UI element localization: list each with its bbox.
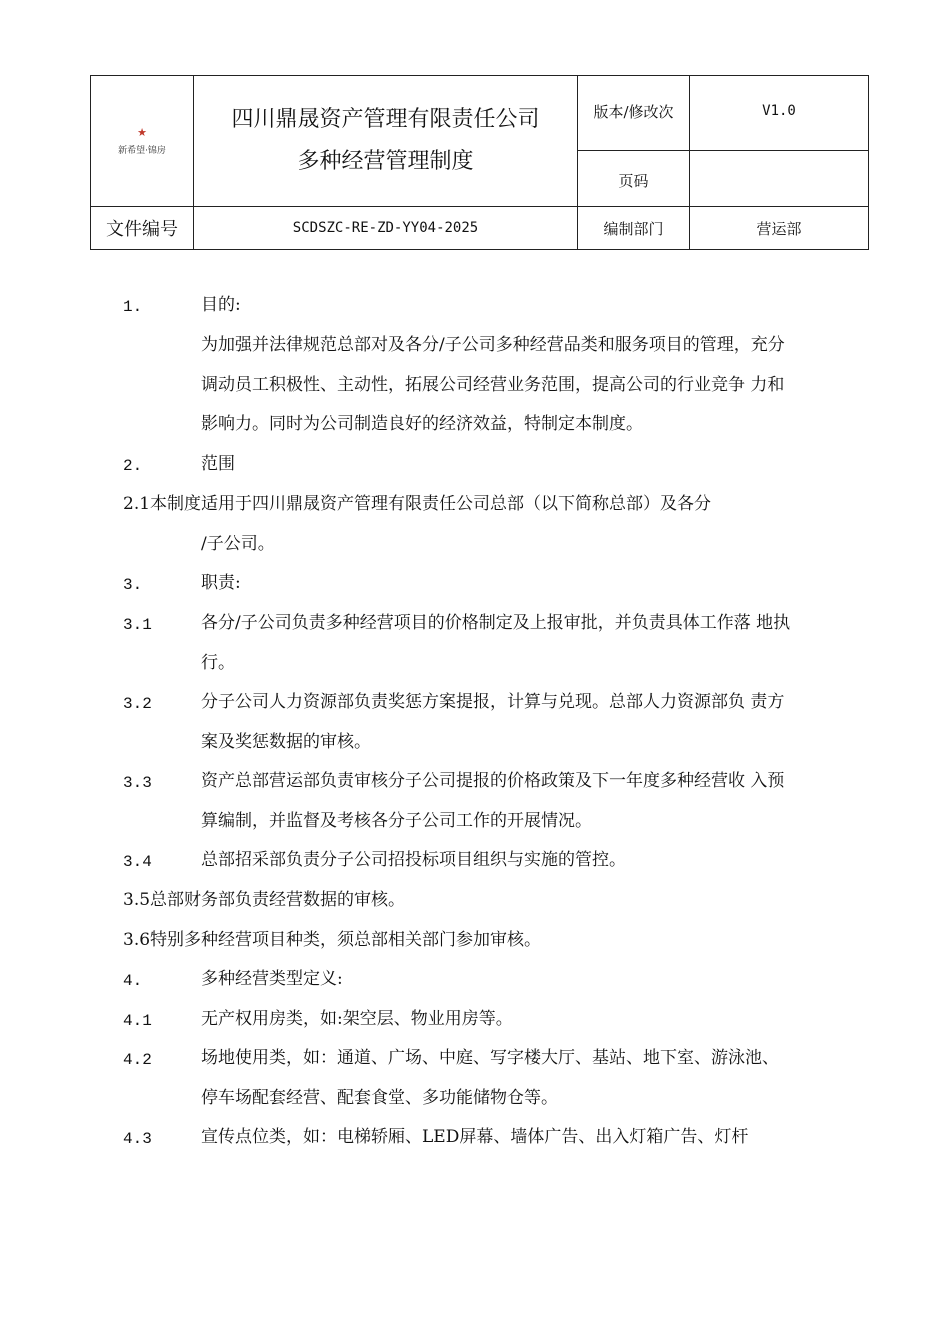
- department-label: 编制部门: [603, 219, 664, 238]
- section-3-3-number: 3.3: [123, 774, 152, 792]
- section-1-para-line-1: 为加强并法律规范总部对及各分/子公司多种经营品类和服务项目的管理，充分: [201, 335, 785, 355]
- section-3-6: 3.6特别多种经营项目种类，须总部相关部门参加审核。: [123, 930, 542, 950]
- document-title: 多种经营管理制度: [297, 149, 474, 174]
- document-header-table: [90, 75, 869, 250]
- section-3-1-number: 3.1: [123, 616, 152, 634]
- company-logo: [91, 76, 193, 206]
- section-4-2-line-1: 场地使用类，如：通道、广场、中庭、写字楼大厅、基站、地下室、游泳池、: [201, 1048, 779, 1068]
- section-3-4-line-1: 总部招采部负责分子公司招投标项目组织与实施的管控。: [201, 850, 626, 870]
- file-number-value: SCDSZC-RE-ZD-YY04-2025: [292, 220, 479, 236]
- section-2-title: 范围: [201, 454, 235, 474]
- section-3-number: 3.: [123, 576, 143, 594]
- section-4-number: 4.: [123, 972, 143, 990]
- section-4-title: 多种经营类型定义:: [201, 969, 343, 989]
- section-4-2-line-2: 停车场配套经营、配套食堂、多功能储物仓等。: [201, 1088, 558, 1108]
- company-name: 四川鼎晟资产管理有限责任公司: [231, 107, 540, 132]
- version-label: 版本/修改次: [593, 102, 674, 121]
- section-4-3-number: 4.3: [123, 1130, 152, 1148]
- logo-text: 新希望·锦房: [118, 145, 166, 156]
- star-icon: ★: [137, 125, 147, 139]
- section-3-5: 3.5总部财务部负责经营数据的审核。: [123, 890, 406, 910]
- section-3-1-line-2: 行。: [201, 653, 235, 673]
- section-3-3-line-2: 算编制，并监督及考核各分子公司工作的开展情况。: [201, 811, 592, 831]
- section-3-1-line-1: 各分/子公司负责多种经营项目的价格制定及上报审批，并负责具体工作落 地执: [201, 613, 791, 633]
- section-4-3-line-1: 宣传点位类，如：电梯轿厢、LED屏幕、墙体广告、出入灯箱广告、灯杆: [201, 1127, 749, 1147]
- page-value: [690, 151, 868, 206]
- section-1-number: 1.: [123, 298, 143, 316]
- section-1-para-line-2: 调动员工积极性、主动性，拓展公司经营业务范围，提高公司的行业竞争 力和: [201, 375, 785, 395]
- section-2-1-line-1: 2.1本制度适用于四川鼎晟资产管理有限责任公司总部（以下简称总部）及各分: [123, 494, 712, 514]
- section-1-title: 目的:: [201, 295, 241, 315]
- section-3-2-number: 3.2: [123, 695, 152, 713]
- section-3-title: 职责:: [201, 573, 241, 593]
- section-2-1-line-2: /子公司。: [201, 534, 275, 554]
- section-3-2-line-2: 案及奖惩数据的审核。: [201, 732, 371, 752]
- section-4-2-number: 4.2: [123, 1051, 152, 1069]
- section-4-1-line-1: 无产权用房类，如:架空层、物业用房等。: [201, 1009, 513, 1029]
- version-value: V1.0: [762, 103, 796, 119]
- page-label: 页码: [618, 172, 649, 190]
- file-number-label: 文件编号: [106, 219, 178, 240]
- section-4-1-number: 4.1: [123, 1012, 152, 1030]
- section-1-para-line-3: 影响力。同时为公司制造良好的经济效益，特制定本制度。: [201, 414, 643, 434]
- department-value: 营运部: [756, 219, 802, 238]
- section-2-number: 2.: [123, 457, 143, 475]
- section-3-3-line-1: 资产总部营运部负责审核分子公司提报的价格政策及下一年度多种经营收 入预: [201, 771, 785, 791]
- section-3-2-line-1: 分子公司人力资源部负责奖惩方案提报，计算与兑现。总部人力资源部负 责方: [201, 692, 785, 712]
- section-3-4-number: 3.4: [123, 853, 152, 871]
